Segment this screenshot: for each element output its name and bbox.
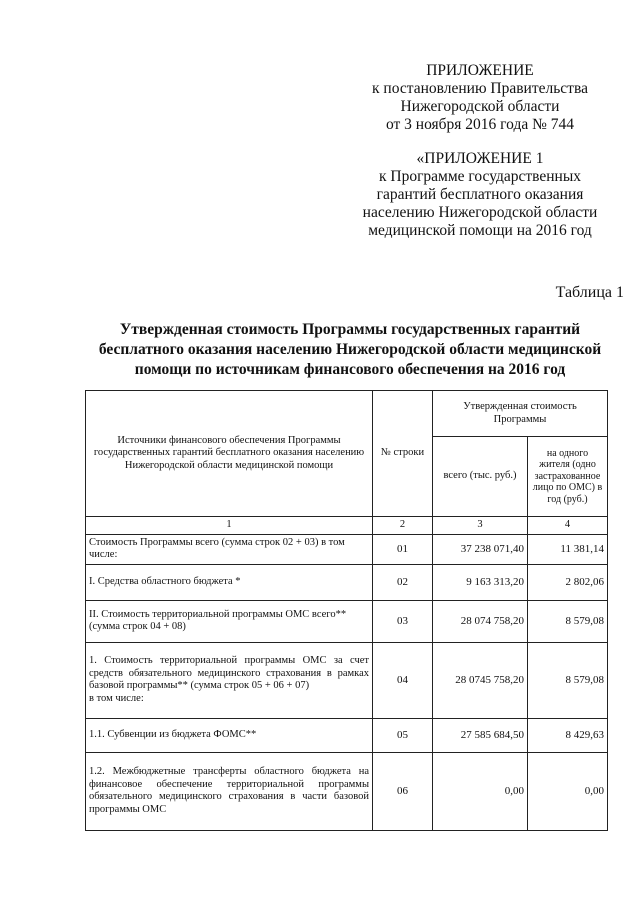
row-code: 03: [373, 600, 433, 642]
inner-appendix-line: гарантий бесплатного оказания: [376, 186, 584, 203]
column-number: 4: [528, 517, 608, 535]
funding-table: [85, 390, 608, 831]
row-total: 37 238 071,40: [433, 534, 528, 564]
column-number-row: [86, 517, 608, 535]
table-row: [86, 600, 608, 642]
header-approved-cost: Утвержденная стоимость Программы: [433, 391, 608, 437]
row-per-resident: 8 579,08: [528, 642, 608, 718]
row-source: I. Средства областного бюджета *: [86, 564, 373, 600]
row-source: 1.1. Субвенции из бюджета ФОМС**: [86, 718, 373, 752]
table-label: Таблица 1: [555, 284, 624, 301]
appendix-title: ПРИЛОЖЕНИЕ: [426, 62, 534, 79]
row-code: 01: [373, 534, 433, 564]
row-source: 1.2. Межбюджетные трансферты областного бюджета на финансовое обеспечение территориальной программы обязательного медицинского страхования в части базовой программы ОМС: [86, 752, 373, 830]
row-code: 04: [373, 642, 433, 718]
header-source: Источники финансового обеспечения Программы государственных гарантий бесплатного оказания населению Нижегородской области медицинской помощи: [86, 391, 373, 517]
row-source: Стоимость Программы всего (сумма строк 02 + 03) в том числе:: [86, 534, 373, 564]
table-header-row: [86, 391, 608, 437]
row-total: 28 0745 758,20: [433, 642, 528, 718]
inner-appendix-line: медицинской помощи на 2016 год: [368, 222, 592, 239]
row-code: 05: [373, 718, 433, 752]
row-per-resident: 8 429,63: [528, 718, 608, 752]
header-row-number: № строки: [373, 391, 433, 517]
inner-appendix-title: «ПРИЛОЖЕНИЕ 1: [416, 150, 544, 167]
row-source: II. Стоимость территориальной программы ОМС всего** (сумма строк 04 + 08): [86, 600, 373, 642]
row-source-tail: в том числе:: [89, 692, 144, 704]
row-total: 28 074 758,20: [433, 600, 528, 642]
table-row: [86, 718, 608, 752]
column-number: 3: [433, 517, 528, 535]
inner-appendix-line: населению Нижегородской области: [362, 204, 598, 221]
row-total: 9 163 313,20: [433, 564, 528, 600]
row-per-resident: 11 381,14: [528, 534, 608, 564]
row-source-text: 1. Стоимость территориальной программы ОМС за счет средств обязательного медицинского страхования в рамках базовой программы** (сумма строк 05 + 06 + 07): [89, 655, 369, 691]
row-per-resident: 2 802,06: [528, 564, 608, 600]
table-row: [86, 752, 608, 830]
table-row: [86, 642, 608, 718]
row-total: 0,00: [433, 752, 528, 830]
column-number: 2: [373, 517, 433, 535]
row-per-resident: 0,00: [528, 752, 608, 830]
row-code: 02: [373, 564, 433, 600]
header-per-resident: на одного жителя (одно застрахованное лицо по ОМС) в год (руб.): [528, 437, 608, 517]
table-row: [86, 534, 608, 564]
row-total: 27 585 684,50: [433, 718, 528, 752]
appendix-line: Нижегородской области: [400, 98, 560, 115]
title-line: Утвержденная стоимость Программы государственных гарантий: [119, 321, 581, 338]
row-source: [86, 642, 373, 718]
inner-appendix-header: [330, 150, 630, 240]
inner-appendix-line: к Программе государственных: [378, 168, 582, 185]
appendix-line: от 3 ноября 2016 года № 744: [385, 116, 575, 133]
appendix-header: [330, 62, 630, 134]
row-per-resident: 8 579,08: [528, 600, 608, 642]
row-code: 06: [373, 752, 433, 830]
title-line: помощи по источникам финансового обеспечения на 2016 год: [134, 361, 566, 378]
title-line: бесплатного оказания населению Нижегородской области медицинской: [98, 341, 602, 358]
header-total: всего (тыс. руб.): [433, 437, 528, 517]
document-title: [60, 320, 640, 380]
column-number: 1: [86, 517, 373, 535]
table-row: [86, 564, 608, 600]
appendix-line: к постановлению Правительства: [372, 80, 588, 97]
